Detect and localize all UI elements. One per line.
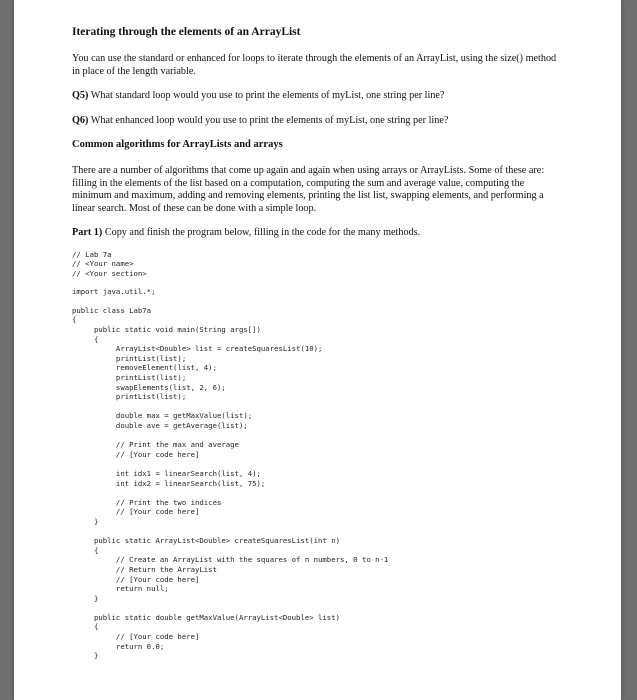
code-import: import java.util.*; — [72, 287, 156, 297]
section-title: Iterating through the elements of an ArrayList — [72, 26, 301, 38]
part-1-instruction — [72, 227, 562, 240]
question-5-label: Q5) — [72, 90, 89, 101]
question-5 — [72, 90, 562, 103]
question-5-text: What standard loop would you use to print the elements of myList, one string per line? — [90, 90, 445, 101]
question-6-text: What enhanced loop would you use to print the elements of myList, one string per line? — [90, 114, 449, 126]
part-1-label: Part 1) — [72, 227, 103, 238]
algorithms-paragraph: There are a number of algorithms that come up again and again when using arrays or ArrayLists. Some of these are: filling in the elements of the list based on a computation, computing the sum and average value, computing the minimum and maximum, adding and removing elements, printing the list list, swapping elements, and performing a linear search. Most of these can be done with a simple loop. — [72, 165, 545, 214]
code-class-body: public class Lab7a { public static void main(String args[]) { ArrayList<Double> list = createSquaresList(10); printList(list); removeElement(list, 4); printList(list); swapElements(list, 2, 6); printList(list); double max = getMaxValue(list); double ave = getAverage(list); // Print the max and average // [Your code here] int idx1 = linearSearch(list, 4); int idx2 = linearSearch(list, 75); // Print the two indices // [Your code here] } public static ArrayList<Double> createSquaresList(int n) { // Create an ArrayList with the squares of n numbers, 0 to n-1 // Return the ArrayList // [Your code here] return null; } public static double getMaxValue(ArrayList<Double> list) { // [Your code here] return 0.0; } — [72, 305, 389, 661]
algorithms-heading: Common algorithms for ArrayLists and arrays — [72, 139, 283, 150]
part-1-text: Copy and finish the program below, filling in the code for the many methods. — [104, 227, 421, 238]
document-page — [14, 0, 621, 700]
intro-paragraph: You can use the standard or enhanced for loops to iterate through the elements of an ArrayList, using the size() method in place of the length variable. — [72, 53, 557, 77]
document-content — [72, 26, 562, 661]
code-header-comments: // Lab 7a // <Your name> // <Your section> — [72, 249, 147, 278]
question-6-label: Q6) — [72, 114, 89, 126]
code-listing — [72, 250, 562, 661]
question-6 — [72, 115, 562, 128]
